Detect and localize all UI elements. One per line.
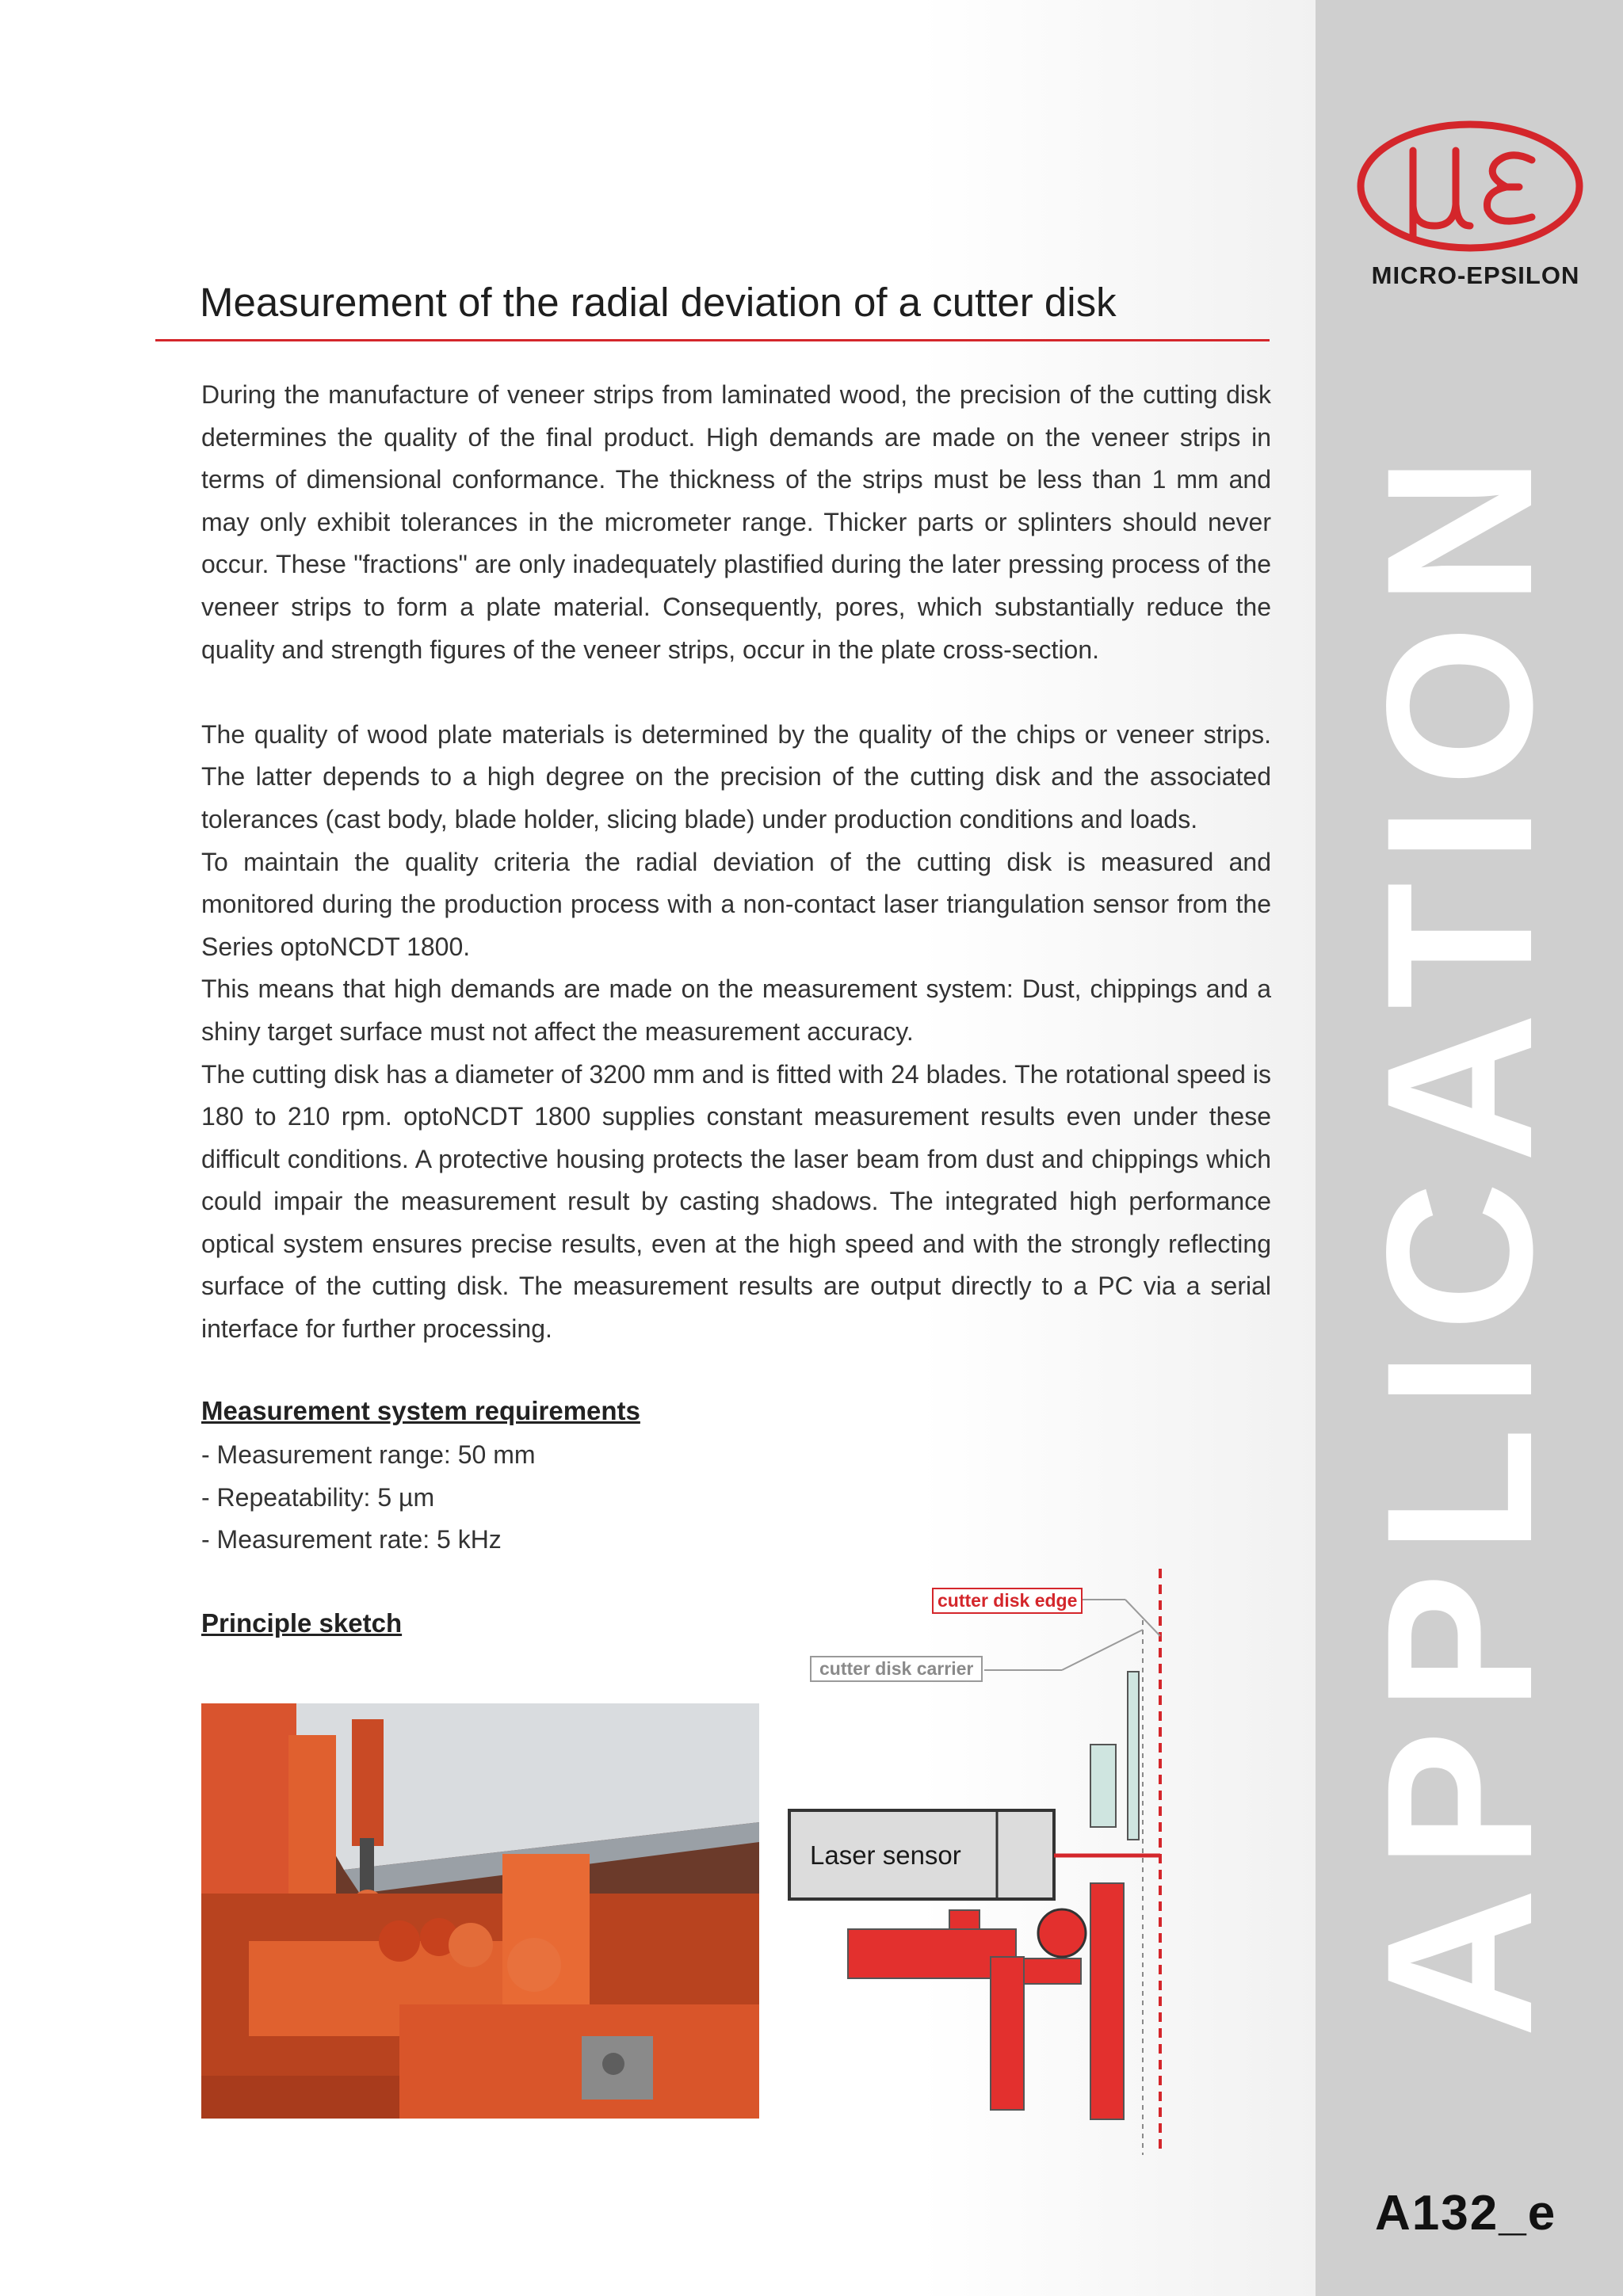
cutter-machine-photo xyxy=(201,1703,759,2119)
brand-name: MICRO-EPSILON xyxy=(1371,261,1580,289)
mount-roller xyxy=(1038,1909,1086,1957)
paragraph-5: The cutting disk has a diameter of 3200 mm and is fitted with 24 blades. The rotational speed is 180 to 210 rpm. optoNCDT 1800 supplies constant measurement results even under these difficult conditions. A protective housing protects the laser beam from dust and chippings which could impair the measurement result by casting shadows. The integrated high performance optical system ensures precise results, even at the high speed and with the strongly reflecting surface of the cutting disk. The measurement results are output directly to a PC via a serial interface for further processing. xyxy=(201,1059,1271,1344)
carrier-label-leader xyxy=(1062,1630,1143,1670)
paragraph-1: During the manufacture of veneer strips from laminated wood, the precision of the cutting disk determines the quality of the final product. High demands are made on the veneer strips in terms of dimensional conformance. The thickness of the strips must be less than 1 mm and may only exhibit tolerances in the micrometer range. Thicker parts or splinters should never occur. These "fractions" are only inadequately plastified during the later pressing process of the veneer strips to form a plate material. Consequently, pores, which substantially reduce the quality and strength figures of the veneer strips, occur in the plate cross-section. xyxy=(201,380,1271,664)
carrier-plate xyxy=(1090,1745,1116,1827)
paragraph-gap xyxy=(201,671,1271,714)
carrier-plate xyxy=(1128,1672,1139,1840)
page-title: Measurement of the radial deviation of a cutter disk xyxy=(200,280,1117,325)
laser-sensor-label: Laser sensor xyxy=(810,1840,961,1870)
body-text xyxy=(201,374,1271,1351)
document-number: A132_e xyxy=(1375,2186,1557,2241)
requirements-list xyxy=(201,1434,536,1562)
sidebar xyxy=(1316,0,1623,2296)
paragraph-2: The quality of wood plate materials is determined by the quality of the chips or veneer strips. The latter depends to a high degree on the precision of the cutting disk and the associated tolerances (cast body, blade holder, slicing blade) under production conditions and loads. xyxy=(201,719,1271,833)
paragraph-4: This means that high demands are made on the measurement system: Dust, chippings and a shiny target surface must not affect the measurement accuracy. xyxy=(201,974,1271,1046)
requirement-item: - Repeatability: 5 µm xyxy=(201,1482,435,1512)
micro-epsilon-logo xyxy=(1351,119,1589,269)
cutter-disk-edge-label: cutter disk edge xyxy=(932,1588,1083,1614)
requirement-item: - Measurement rate: 5 kHz xyxy=(201,1525,502,1554)
mount-rail xyxy=(1024,1958,1081,1984)
requirements-heading: Measurement system requirements xyxy=(201,1396,640,1425)
mount-block xyxy=(949,1910,980,1929)
requirement-item: - Measurement range: 50 mm xyxy=(201,1440,536,1469)
cutter-disk-carrier-label: cutter disk carrier xyxy=(810,1656,983,1682)
application-vertical-label: APPLICATION xyxy=(1343,437,1575,2039)
principle-sketch-heading: Principle sketch xyxy=(201,1608,403,1638)
mount-post xyxy=(991,1957,1024,2110)
title-rule xyxy=(155,339,1270,341)
paragraph-3: To maintain the quality criteria the radial deviation of the cutting disk is measured and monitored during the production process with a non-contact laser triangulation sensor from the Series optoNCDT 1800. xyxy=(201,847,1271,961)
mount-column xyxy=(1090,1883,1124,2119)
